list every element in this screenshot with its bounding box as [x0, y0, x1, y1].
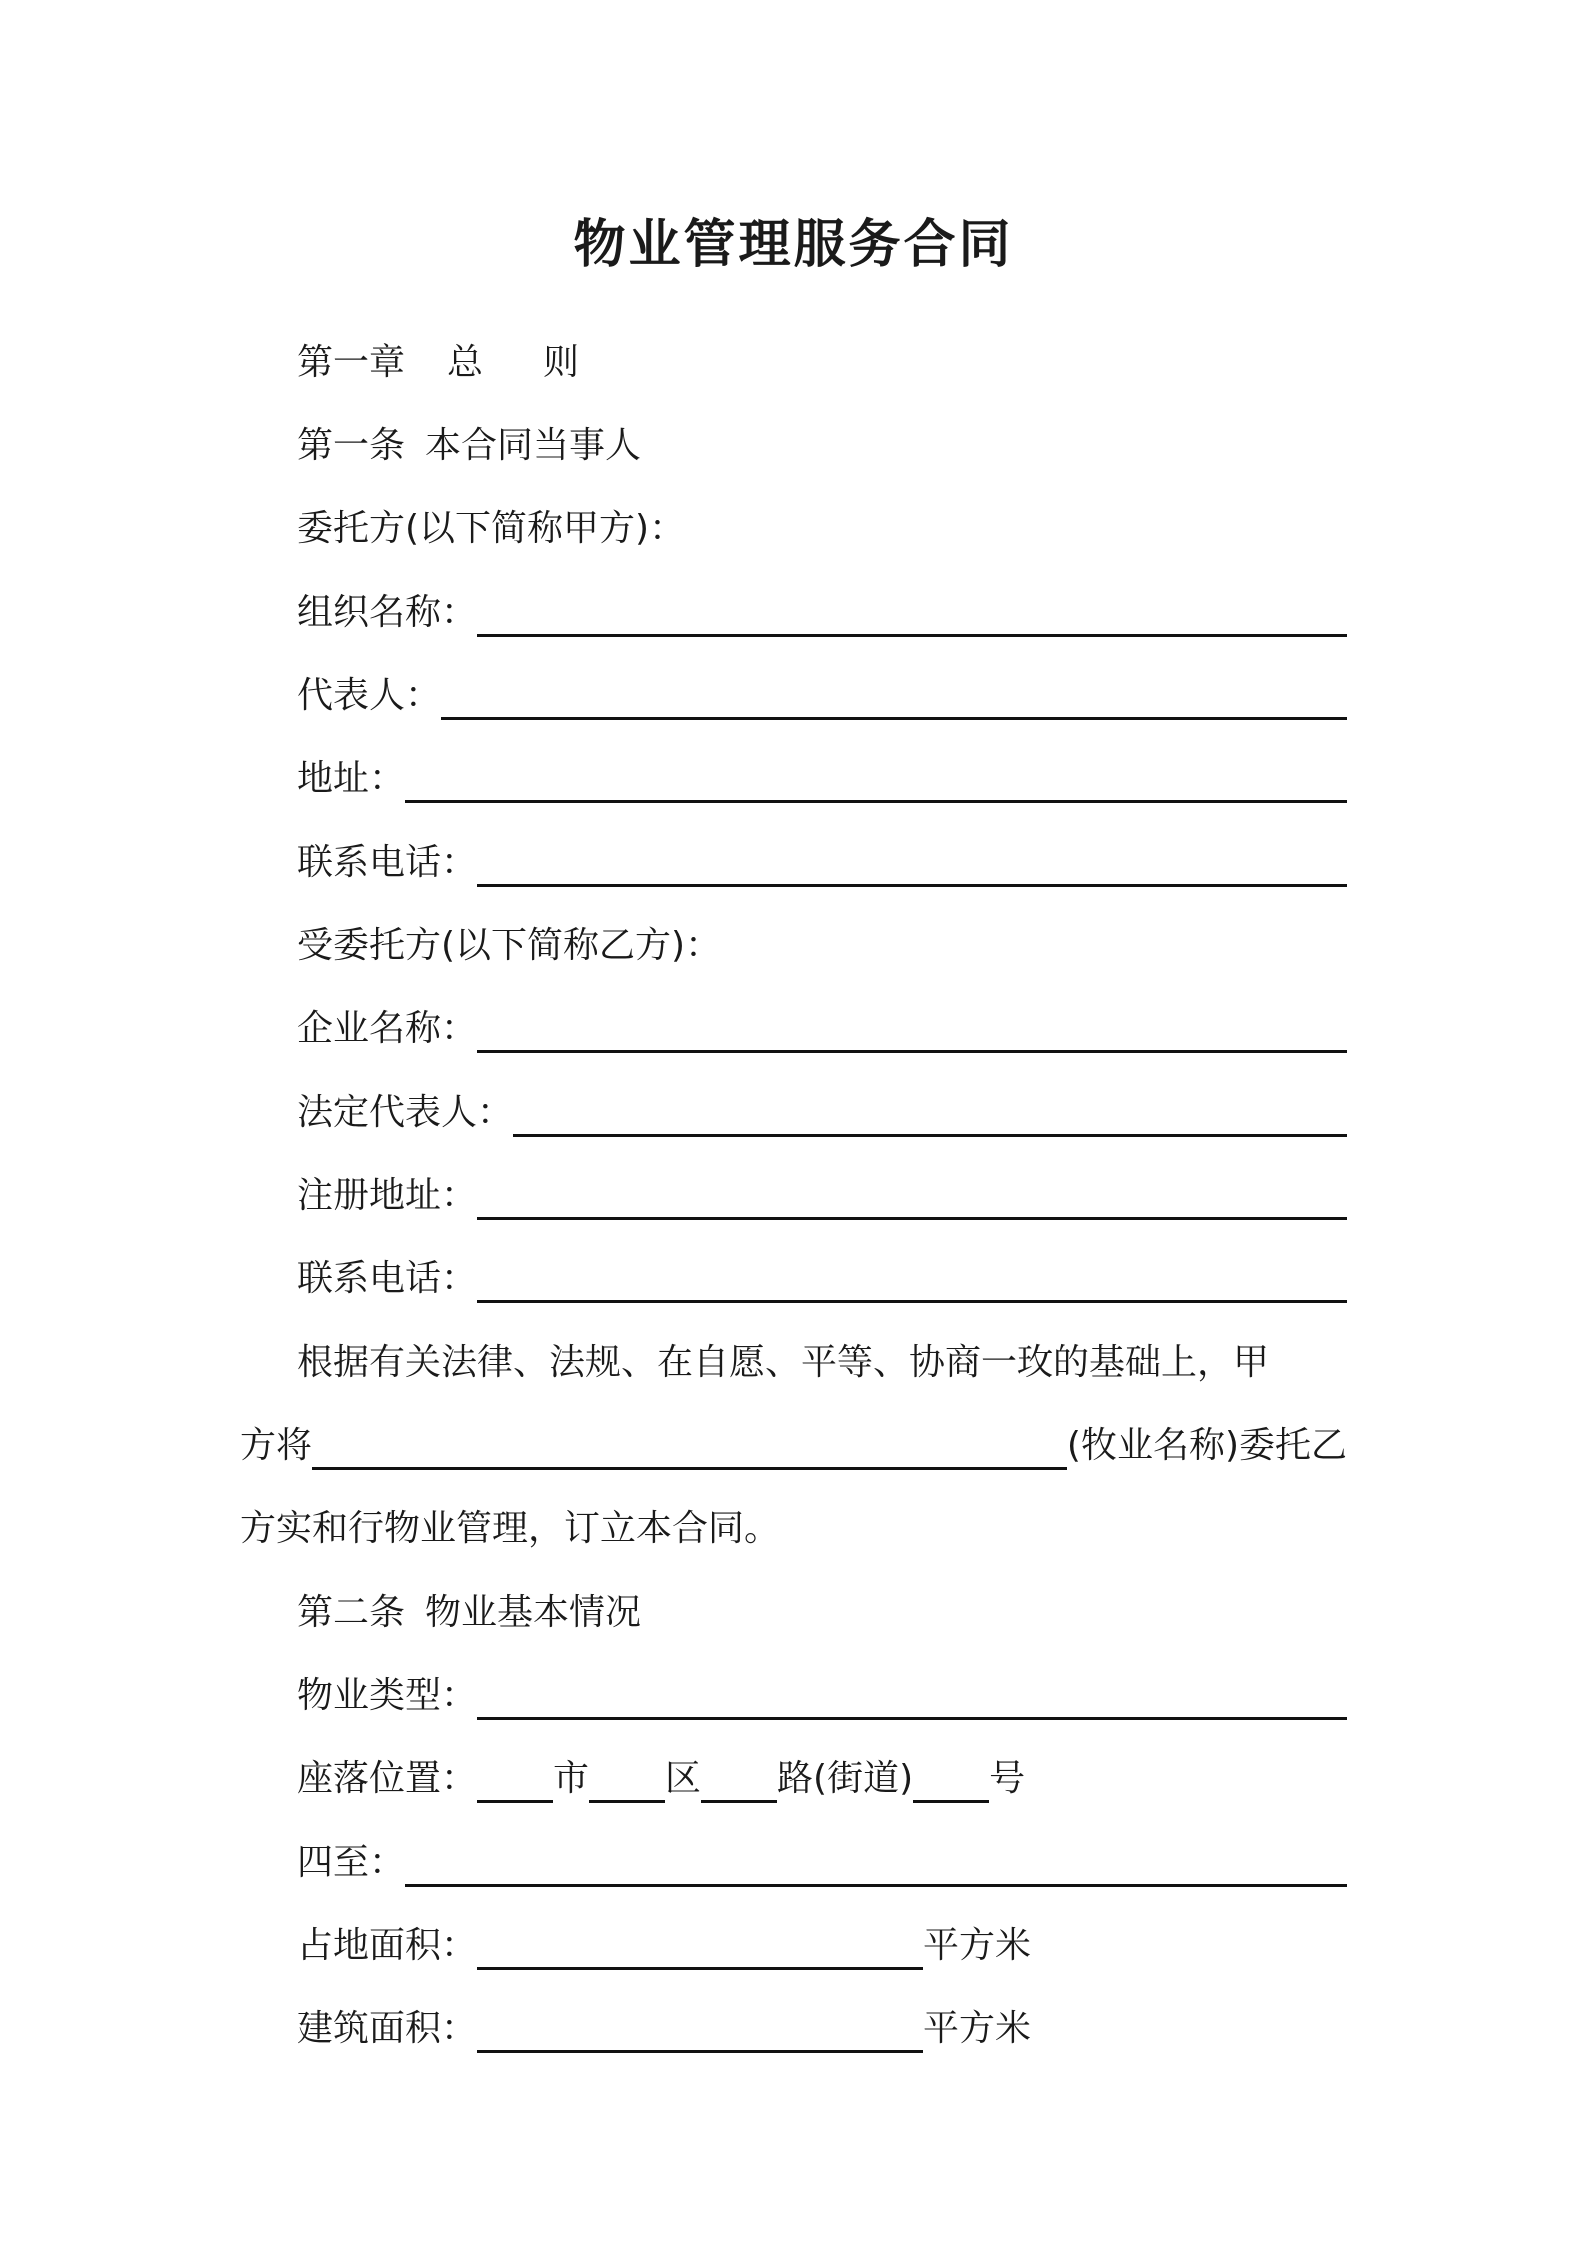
district-field[interactable]	[589, 1774, 665, 1803]
land-area-field[interactable]	[477, 1941, 923, 1970]
property-type-label: 物业类型：	[297, 1675, 478, 1716]
property-type-field[interactable]	[477, 1691, 1347, 1720]
intro-line-2-end: (牧业名称)委托乙	[1066, 1425, 1347, 1466]
party-b-legal-rep-field[interactable]	[513, 1108, 1347, 1137]
road-field[interactable]	[701, 1774, 777, 1803]
number-field[interactable]	[913, 1774, 989, 1803]
chapter-heading	[297, 333, 1347, 393]
intro-line-1-text: 根据有关法律、法规、在自愿、平等、协商一玫的基础上，甲	[297, 1342, 1270, 1383]
party-b-reg-address-field[interactable]	[477, 1191, 1347, 1220]
party-a-heading	[297, 499, 1347, 559]
party-a-org-name-row	[297, 583, 1347, 643]
party-a-org-name-label: 组织名称：	[297, 592, 478, 633]
property-type-row	[297, 1666, 1347, 1726]
page-title: 物业管理服务合同	[573, 214, 1014, 275]
party-a-heading-text: 委托方(以下简称甲方)：	[297, 508, 686, 549]
party-b-phone-label: 联系电话：	[297, 1258, 478, 1299]
land-area-unit: 平方米	[923, 1925, 1032, 1966]
property-name-field[interactable]	[312, 1441, 1067, 1470]
intro-line-3	[240, 1499, 1347, 1559]
build-area-field[interactable]	[477, 2024, 923, 2053]
party-a-representative-label: 代表人：	[297, 675, 442, 716]
road-label: 路(街道)	[777, 1758, 914, 1799]
party-a-address-row	[297, 749, 1347, 809]
party-a-org-name-field[interactable]	[477, 608, 1347, 637]
chapter-word-1: 总	[447, 342, 484, 383]
party-b-phone-row	[297, 1249, 1347, 1309]
party-a-representative-field[interactable]	[441, 691, 1347, 720]
city-label: 市	[553, 1758, 590, 1799]
party-b-phone-field[interactable]	[477, 1274, 1347, 1303]
article-2-label: 第二条	[297, 1592, 406, 1633]
article-1-text: 本合同当事人	[425, 425, 642, 466]
land-area-row	[297, 1916, 1347, 1976]
property-location-label: 座落位置：	[297, 1758, 478, 1799]
city-field[interactable]	[477, 1774, 553, 1803]
party-b-reg-address-row	[297, 1166, 1347, 1226]
intro-line-2	[240, 1416, 1347, 1476]
article-2-text: 物业基本情况	[425, 1592, 642, 1633]
party-a-address-field[interactable]	[405, 774, 1347, 803]
number-label: 号	[989, 1758, 1026, 1799]
party-a-representative-row	[297, 666, 1347, 726]
intro-line-2-start: 方将	[240, 1425, 313, 1466]
party-a-address-label: 地址：	[297, 758, 406, 799]
party-b-reg-address-label: 注册地址：	[297, 1175, 478, 1216]
party-a-phone-field[interactable]	[477, 858, 1347, 887]
article-2-heading	[297, 1583, 1347, 1643]
property-boundaries-row	[297, 1833, 1347, 1893]
party-a-phone-label: 联系电话：	[297, 842, 478, 883]
property-location-row	[297, 1749, 1347, 1809]
intro-line-3-text: 方实和行物业管理，订立本合同。	[240, 1508, 781, 1549]
property-boundaries-label: 四至：	[297, 1842, 406, 1883]
build-area-row	[297, 1999, 1347, 2059]
chapter-word-2: 则	[543, 342, 580, 383]
party-b-company-name-label: 企业名称：	[297, 1008, 478, 1049]
build-area-unit: 平方米	[923, 2008, 1032, 2049]
party-b-company-name-row	[297, 999, 1347, 1059]
land-area-label: 占地面积：	[297, 1925, 478, 1966]
party-b-heading-text: 受委托方(以下简称乙方)：	[297, 925, 722, 966]
chapter-label: 第一章	[297, 342, 406, 383]
article-1-label: 第一条	[297, 425, 406, 466]
party-a-phone-row	[297, 833, 1347, 893]
property-boundaries-field[interactable]	[405, 1858, 1347, 1887]
intro-line-1	[297, 1333, 1347, 1393]
party-b-company-name-field[interactable]	[477, 1024, 1347, 1053]
article-1-heading	[297, 416, 1347, 476]
build-area-label: 建筑面积：	[297, 2008, 478, 2049]
party-b-legal-rep-row	[297, 1083, 1347, 1143]
party-b-heading	[297, 916, 1347, 976]
party-b-legal-rep-label: 法定代表人：	[297, 1092, 514, 1133]
district-label: 区	[665, 1758, 702, 1799]
